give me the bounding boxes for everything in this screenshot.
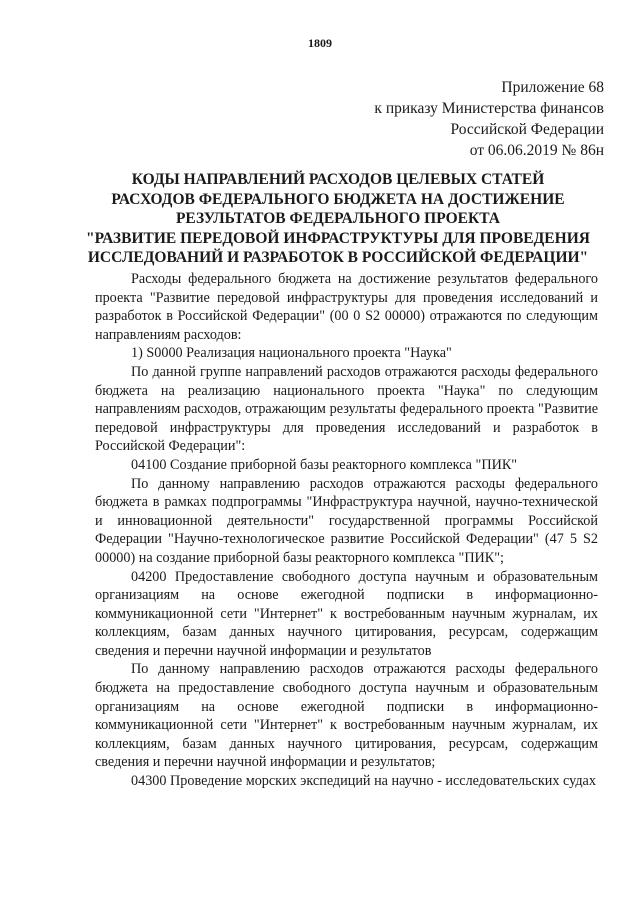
title-line-4: "РАЗВИТИЕ ПЕРЕДОВОЙ ИНФРАСТРУКТУРЫ ДЛЯ ПРОВЕДЕНИЯ (86, 229, 590, 247)
title-line-1: КОДЫ НАПРАВЛЕНИЙ РАСХОДОВ ЦЕЛЕВЫХ СТАТЕЙ (131, 171, 545, 188)
annex-line-3: Российской Федерации (450, 121, 604, 138)
code-04100-description: По данному направлению расходов отражаются расходы федерального бюджета в рамках подпрограммы "Инфраструктура научной, научно-технической и инновационной деятельности" государственной программы Российской Федерации "Научно-технологическое развитие Российской Федерации" (47 5 S2 00000) на создание приборной базы реакторного комплекса "ПИК"; (95, 475, 598, 566)
title-line-5: ИССЛЕДОВАНИЙ И РАЗРАБОТОК В РОССИЙСКОЙ ФЕДЕРАЦИИ" (87, 249, 589, 266)
title-line-2: РАСХОДОВ ФЕДЕРАЛЬНОГО БЮДЖЕТА НА ДОСТИЖЕНИЕ (111, 190, 565, 208)
annex-line-2: к приказу Министерства финансов (374, 100, 604, 117)
item-1-heading: 1) S0000 Реализация национального проекта "Наука" (131, 345, 452, 362)
code-04100-heading: 04100 Создание приборной базы реакторного комплекса "ПИК" (131, 456, 518, 473)
page-number: 1809 (308, 36, 332, 50)
annex-header (284, 77, 604, 161)
code-04200-description: По данному направлению расходов отражаются расходы федерального бюджета на предоставление свободного доступа научным и образовательным организациям на основе ежегодной подписки в информационно-коммуникационной сети "Интернет" к востребованным научным журналам, их коллекциям, базам данных научного цитирования, ресурсам, содержащим сведения и перечни научной информации и результатов; (95, 661, 598, 771)
annex-line-4: от 06.06.2019 № 86н (469, 142, 604, 159)
annex-line-1: Приложение 68 (501, 79, 604, 96)
title-line-3: РЕЗУЛЬТАТОВ ФЕДЕРАЛЬНОГО ПРОЕКТА (175, 210, 501, 227)
code-04300-heading: 04300 Проведение морских экспедиций на научно - исследовательских судах (131, 773, 596, 790)
document-body (95, 270, 598, 791)
document-title (78, 170, 598, 268)
code-04200-heading: 04200 Предоставление свободного доступа научным и образовательным организациям на основе ежегодной подписки в информационно-коммуникационной сети "Интернет" к востребованным научным журналам, их коллекциям, базам данных научного цитирования, ресурсам, содержащим сведения и перечни научной информации и результатов (95, 568, 598, 659)
intro-paragraph: Расходы федерального бюджета на достижение результатов федерального проекта "Развитие передовой инфраструктуры для проведения исследований и разработок в Российской Федерации" (00 0 S2 00000) отражаются по следующим направлениям расходов: (95, 271, 598, 343)
item-1-description: По данной группе направлений расходов отражаются расходы федерального бюджета на реализацию национального проекта "Наука" по следующим направлениям расходов, отражающим результаты федерального проекта "Развитие передовой инфраструктуры для проведения исследований и разработок в Российской Федерации": (95, 363, 598, 455)
